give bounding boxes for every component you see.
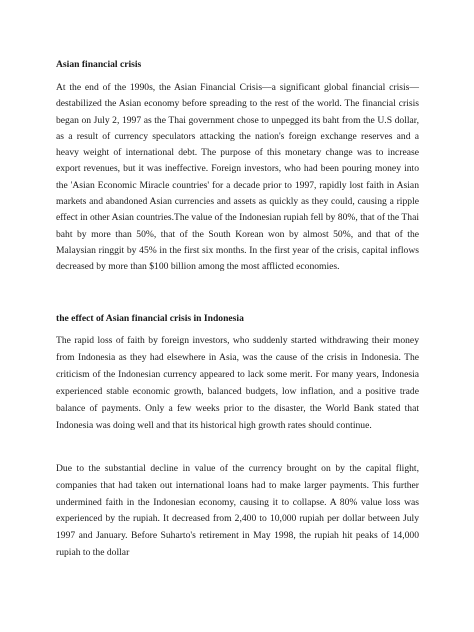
section-heading-asian-financial-crisis: Asian financial crisis [56, 59, 142, 70]
paragraph-effect-in-indonesia-2: Due to the substantial decline in value of the currency brought on by the capital flight, companies that had taken out international loans had to make larger payments. This further undermined faith in the Indonesian economy, causing it to collapse. A 80% value loss was experienced by the rupiah. It decreased from 2,400 to 10,000 rupiah per dollar between July 1997 and January. Before Suharto's retirement in May 1998, the rupiah hit peaks of 14,000 rupiah to the dollar [56, 463, 419, 558]
paragraph-asian-financial-crisis: At the end of the 1990s, the Asian Financial Crisis—a significant global financial crisis—destabilized the Asian economy before spreading to the rest of the world. The financial crisis began on July 2, 1997 as the Thai government chose to unpegged its baht from the U.S dollar, as a result of currency speculators attacking the nation's foreign exchange reserves and a heavy weight of international debt. The purpose of this monetary change was to increase export revenues, but it was ineffective. Foreign investors, who had been pouring money into the 'Asian Economic Miracle countries' for a decade prior to 1997, rapidly lost faith in Asian markets and abandoned Asian currencies and assets as quickly as they could, causing a ripple effect in other Asian countries.The value of the Indonesian rupiah fell by 80%, that of the Thai baht by more than 50%, that of the South Korean won by almost 50%, and that of the Malaysian ringgit by 45% in the first six months. In the first year of the crisis, capital inflows decreased by more than $100 billion among the most afflicted economies. [56, 82, 419, 273]
section-heading-effect-in-indonesia: the effect of Asian financial crisis in Indonesia [56, 313, 244, 324]
paragraph-effect-in-indonesia-1: The rapid loss of faith by foreign investors, who suddenly started withdrawing their money from Indonesia as they had elsewhere in Asia, was the cause of the crisis in Indonesia. The criticism of the Indonesian currency appeared to lack some merit. For many years, Indonesia experienced stable economic growth, balanced budgets, low inflation, and a positive trade balance of payments. Only a few weeks prior to the disaster, the World Bank stated that Indonesia was doing well and that its historical high growth rates should continue. [56, 335, 419, 431]
